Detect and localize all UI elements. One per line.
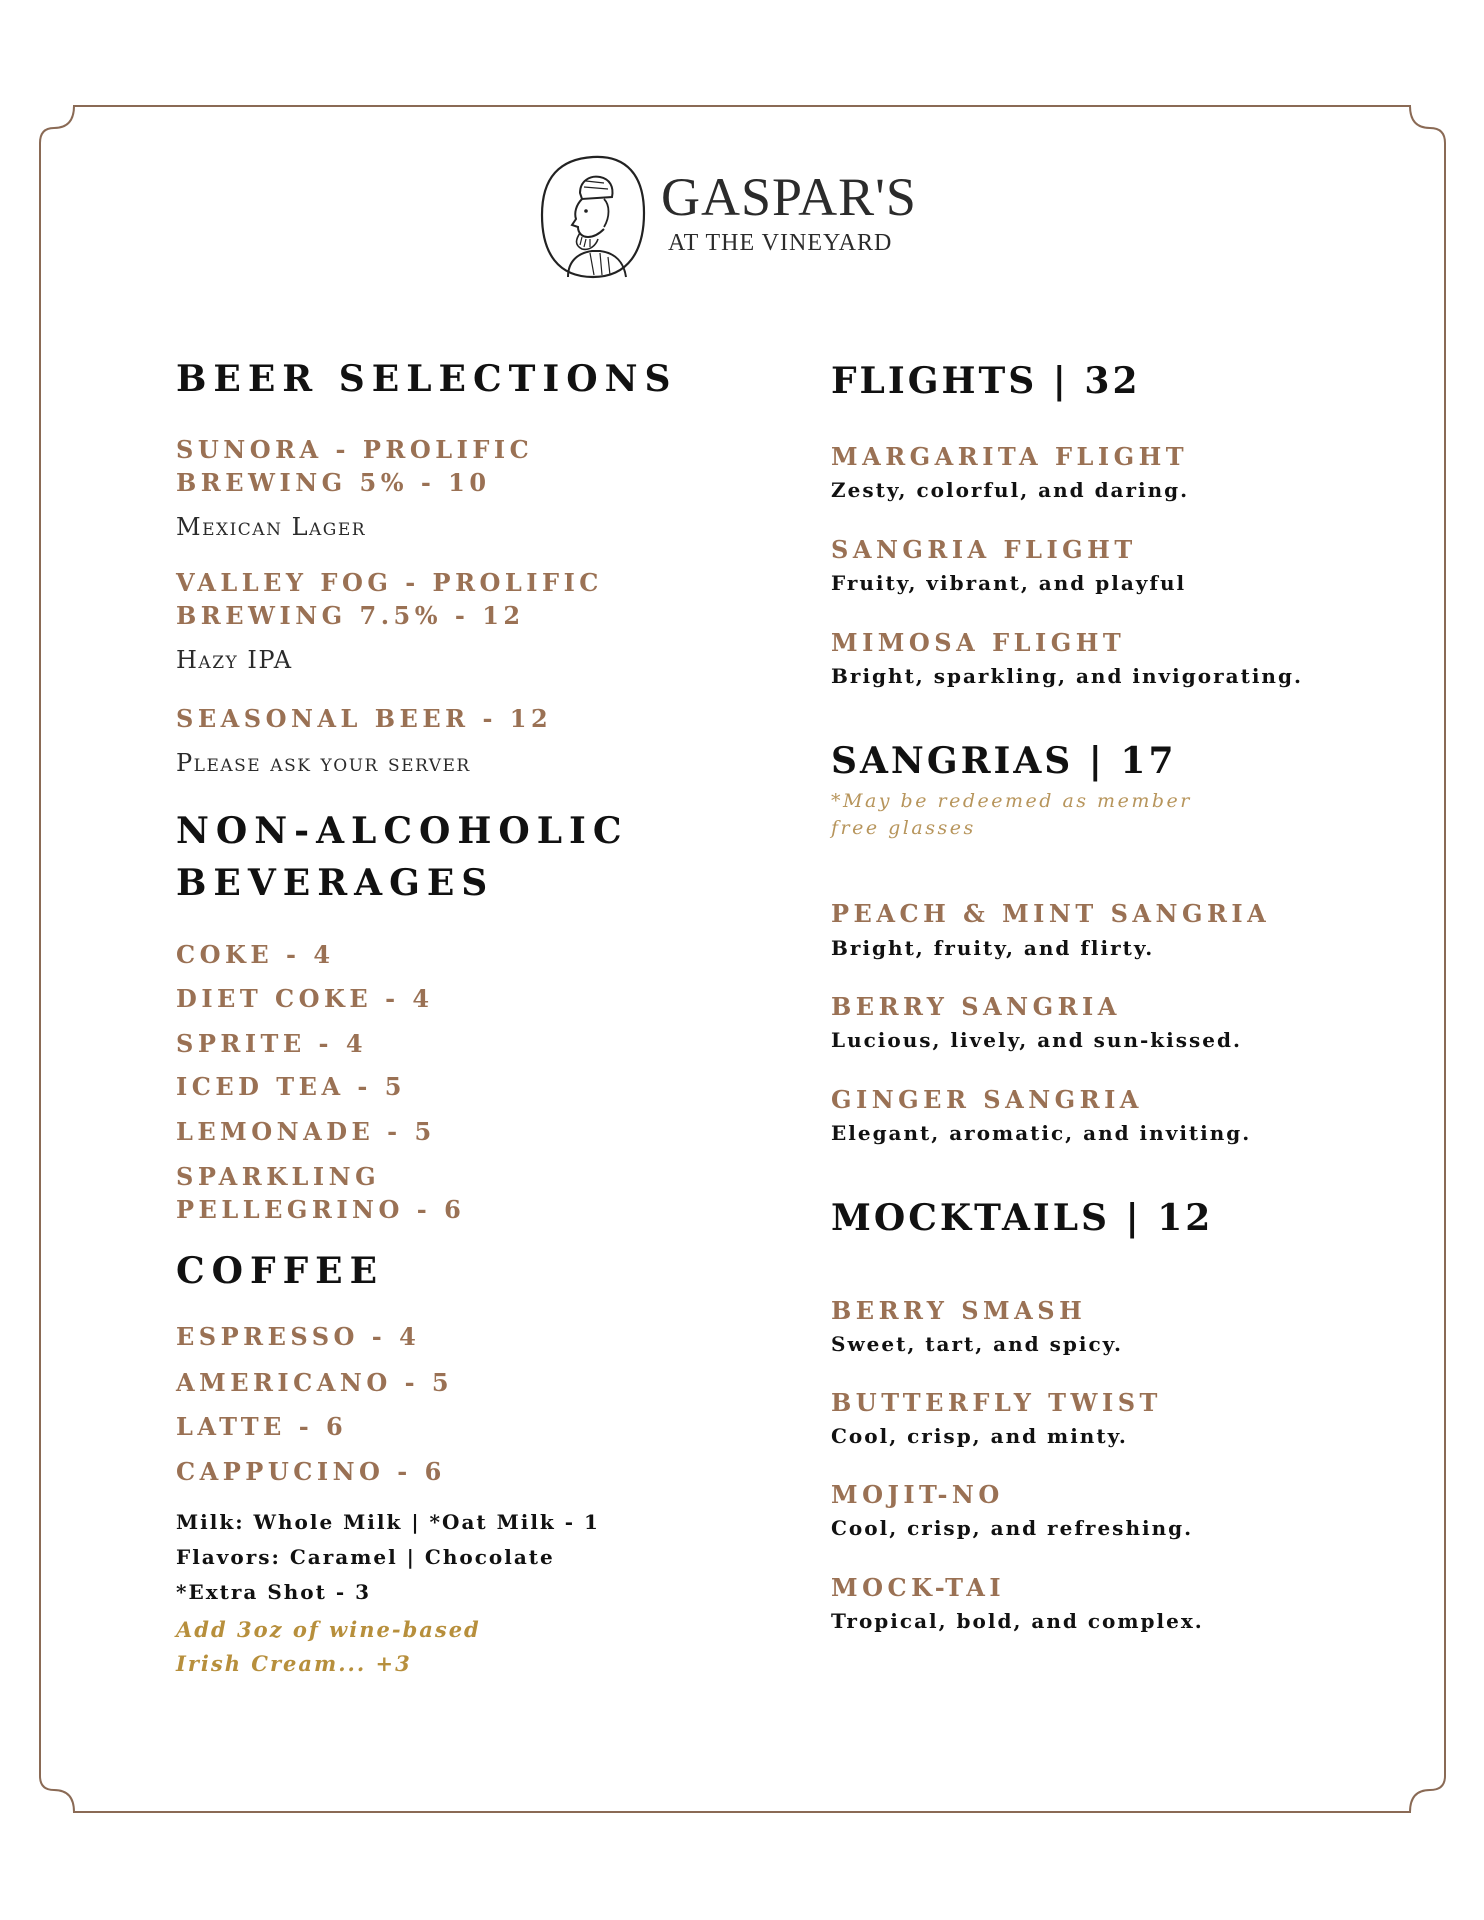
non-alcoholic-item: PELLEGRINO - 6 (176, 1195, 466, 1224)
mocktail-item-name: MOJIT-NO (831, 1480, 1004, 1509)
beer-selections-heading: BEER SELECTIONS (176, 358, 678, 400)
flight-item-name: MIMOSA FLIGHT (831, 628, 1126, 657)
sangrias-note: *May be redeemed as member (831, 790, 1192, 812)
coffee-item: ESPRESSO - 4 (176, 1322, 421, 1351)
sangria-item-description: Elegant, aromatic, and inviting. (831, 1121, 1252, 1145)
beer-item-name: SEASONAL BEER - 12 (176, 704, 553, 733)
brand-subtitle: AT THE VINEYARD (668, 230, 893, 256)
mocktail-item-name: MOCK-TAI (831, 1573, 1006, 1602)
mocktail-item-description: Cool, crisp, and refreshing. (831, 1516, 1194, 1540)
mocktail-item-description: Tropical, bold, and complex. (831, 1609, 1204, 1633)
coffee-addon-note: Add 3oz of wine-based (176, 1617, 481, 1642)
mocktails-heading: MOCKTAILS | 12 (831, 1197, 1214, 1239)
sangria-item-name: BERRY SANGRIA (831, 992, 1121, 1021)
coffee-item: CAPPUCINO - 6 (176, 1457, 446, 1486)
flight-item-description: Zesty, colorful, and daring. (831, 478, 1190, 502)
mocktail-item-description: Cool, crisp, and minty. (831, 1424, 1128, 1448)
flights-heading: FLIGHTS | 32 (831, 360, 1141, 402)
non-alcoholic-item: SPARKLING (176, 1162, 381, 1191)
coffee-option: Flavors: Caramel | Chocolate (176, 1545, 555, 1569)
mocktail-item-name: BERRY SMASH (831, 1296, 1087, 1325)
flight-item-description: Bright, sparkling, and invigorating. (831, 664, 1303, 688)
non-alcoholic-item: SPRITE - 4 (176, 1029, 368, 1058)
non-alcoholic-item: DIET COKE - 4 (176, 984, 434, 1013)
flight-item-name: SANGRIA FLIGHT (831, 535, 1137, 564)
sangria-item-description: Bright, fruity, and flirty. (831, 936, 1155, 960)
beer-item-name: VALLEY FOG - PROLIFIC (176, 568, 603, 597)
beer-item-name: BREWING 7.5% - 12 (176, 601, 525, 630)
non-alcoholic-item: LEMONADE - 5 (176, 1117, 436, 1146)
coffee-option: *Extra Shot - 3 (176, 1580, 372, 1604)
sangrias-heading: SANGRIAS | 17 (831, 740, 1177, 782)
mocktail-item-description: Sweet, tart, and spicy. (831, 1332, 1123, 1356)
coffee-item: LATTE - 6 (176, 1412, 348, 1441)
mocktail-item-name: BUTTERFLY TWIST (831, 1388, 1162, 1417)
beer-item-name: BREWING 5% - 10 (176, 468, 491, 497)
non-alcoholic-item: ICED TEA - 5 (176, 1072, 406, 1101)
sangria-item-name: PEACH & MINT SANGRIA (831, 899, 1271, 928)
non-alcoholic-heading: NON-ALCOHOLIC (176, 810, 629, 852)
sangrias-note: free glasses (831, 817, 976, 839)
beer-item-description: Mexican Lager (176, 513, 367, 541)
coffee-addon-note: Irish Cream... +3 (176, 1651, 412, 1676)
brand-name: GASPAR'S (661, 167, 917, 227)
sangria-item-name: GINGER SANGRIA (831, 1085, 1143, 1114)
flight-item-description: Fruity, vibrant, and playful (831, 571, 1187, 595)
beer-item-description: Hazy IPA (176, 646, 293, 674)
beer-item-description: Please ask your server (176, 749, 471, 777)
sangria-item-description: Lucious, lively, and sun-kissed. (831, 1028, 1242, 1052)
coffee-option: Milk: Whole Milk | *Oat Milk - 1 (176, 1510, 600, 1534)
flight-item-name: MARGARITA FLIGHT (831, 442, 1189, 471)
portrait-logo-icon (538, 153, 648, 281)
non-alcoholic-item: COKE - 4 (176, 940, 335, 969)
coffee-heading: COFFEE (176, 1250, 385, 1292)
beer-item-name: SUNORA - PROLIFIC (176, 435, 534, 464)
non-alcoholic-heading: BEVERAGES (176, 862, 495, 904)
coffee-item: AMERICANO - 5 (176, 1368, 454, 1397)
